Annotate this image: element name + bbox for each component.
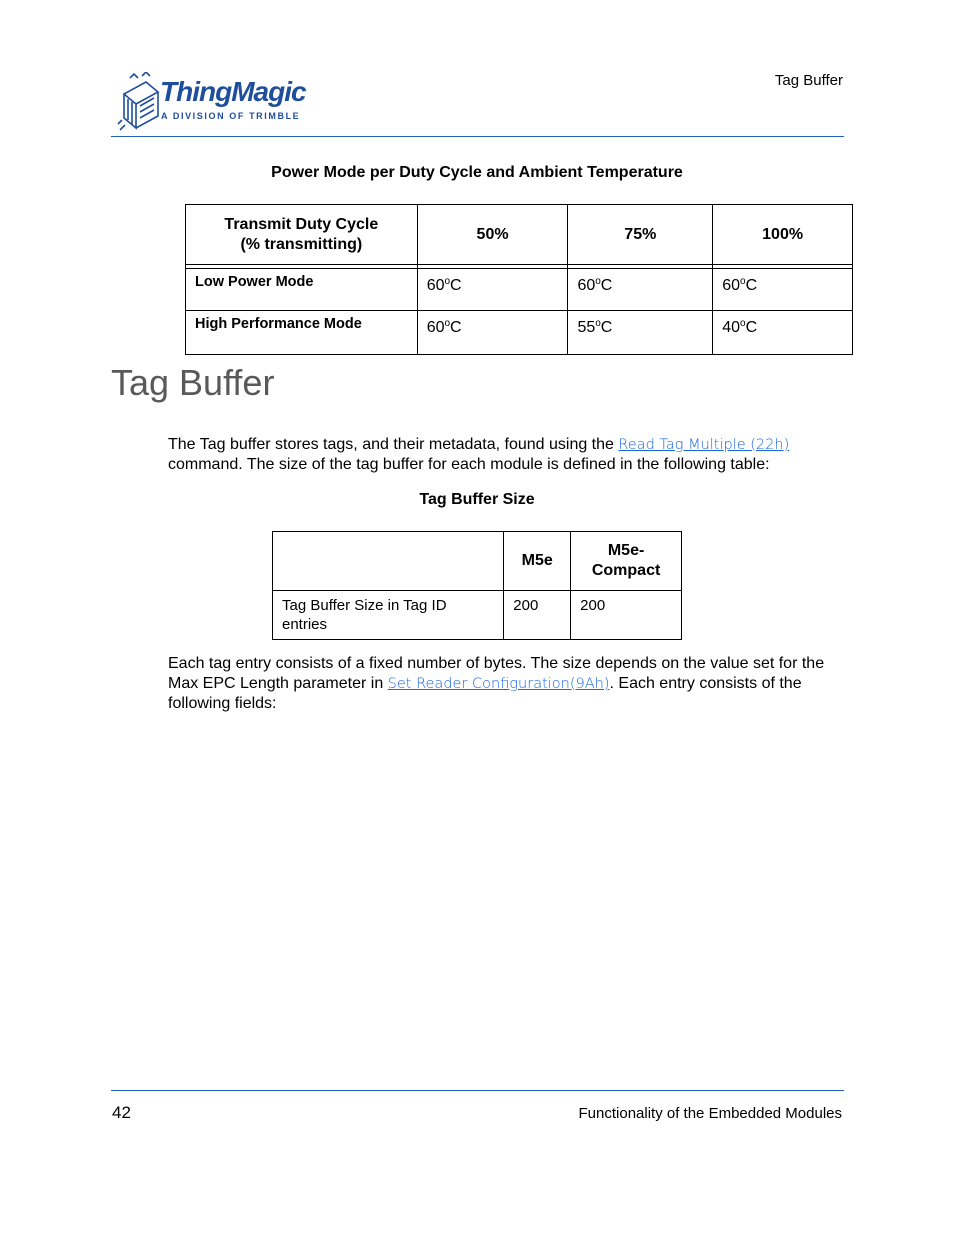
footer-rule (111, 1090, 844, 1091)
header-cell: M5e (504, 532, 571, 591)
temp-cell: 60$^o$C (417, 311, 568, 355)
row-label: Low Power Mode (186, 269, 418, 311)
value-cell: 200 (571, 591, 682, 640)
value-cell: 200 (504, 591, 571, 640)
header-cell: 100% (713, 205, 853, 265)
logo-icon (116, 72, 164, 132)
intro-paragraph: The Tag buffer stores tags, and their metadata, found using the Read Tag Multiple (22h) command. The size of the tag buffer for each module is defined in the following table: (168, 436, 790, 473)
header-cell (273, 532, 504, 591)
temp-cell: 40$^o$C (713, 311, 853, 355)
header-cell: 50% (417, 205, 568, 265)
tag-buffer-size-table (272, 531, 682, 640)
table-header-row (186, 205, 853, 265)
set-reader-configuration-link[interactable]: Set Reader Configuration(9Ah) (387, 676, 610, 692)
temp-cell: 55$^o$C (568, 311, 713, 355)
table-row (273, 591, 682, 640)
chapter-title: Functionality of the Embedded Modules (578, 1105, 842, 1122)
temp-cell: 60$^o$C (417, 269, 568, 311)
read-tag-multiple-link[interactable]: Read Tag Multiple (22h) (618, 437, 790, 453)
row-label: Tag Buffer Size in Tag ID entries (273, 591, 504, 640)
header-cell: 75% (568, 205, 713, 265)
brand-subtitle: A DIVISION OF TRIMBLE (161, 111, 301, 121)
header-cell (186, 205, 418, 265)
section-title: Tag Buffer (111, 362, 275, 403)
table-row (186, 269, 853, 311)
temp-cell: 60$^o$C (568, 269, 713, 311)
header-rule (111, 136, 844, 137)
power-mode-table (185, 204, 853, 355)
page-number: 42 (112, 1103, 131, 1122)
entry-paragraph: Each tag entry consists of a fixed number of bytes. The size depends on the value set for the Max EPC Length parameter in Set Reader Configuration(9Ah). Each entry consists of the following fields: (168, 655, 825, 712)
header-line: Transmit Duty Cycle (224, 215, 379, 233)
row-label: High Performance Mode (186, 311, 418, 355)
running-header: Tag Buffer (774, 72, 843, 89)
size-table-caption: Tag Buffer Size (419, 491, 535, 508)
brand-name: ThingMagic (160, 76, 306, 107)
power-table-caption: Power Mode per Duty Cycle and Ambient Temperature (271, 164, 683, 181)
temp-cell: 60$^o$C (713, 269, 853, 311)
header-cell: M5e- Compact (571, 532, 682, 591)
table-header-row (273, 532, 682, 591)
table-row (186, 311, 853, 355)
header-line: (% transmitting) (240, 235, 363, 253)
